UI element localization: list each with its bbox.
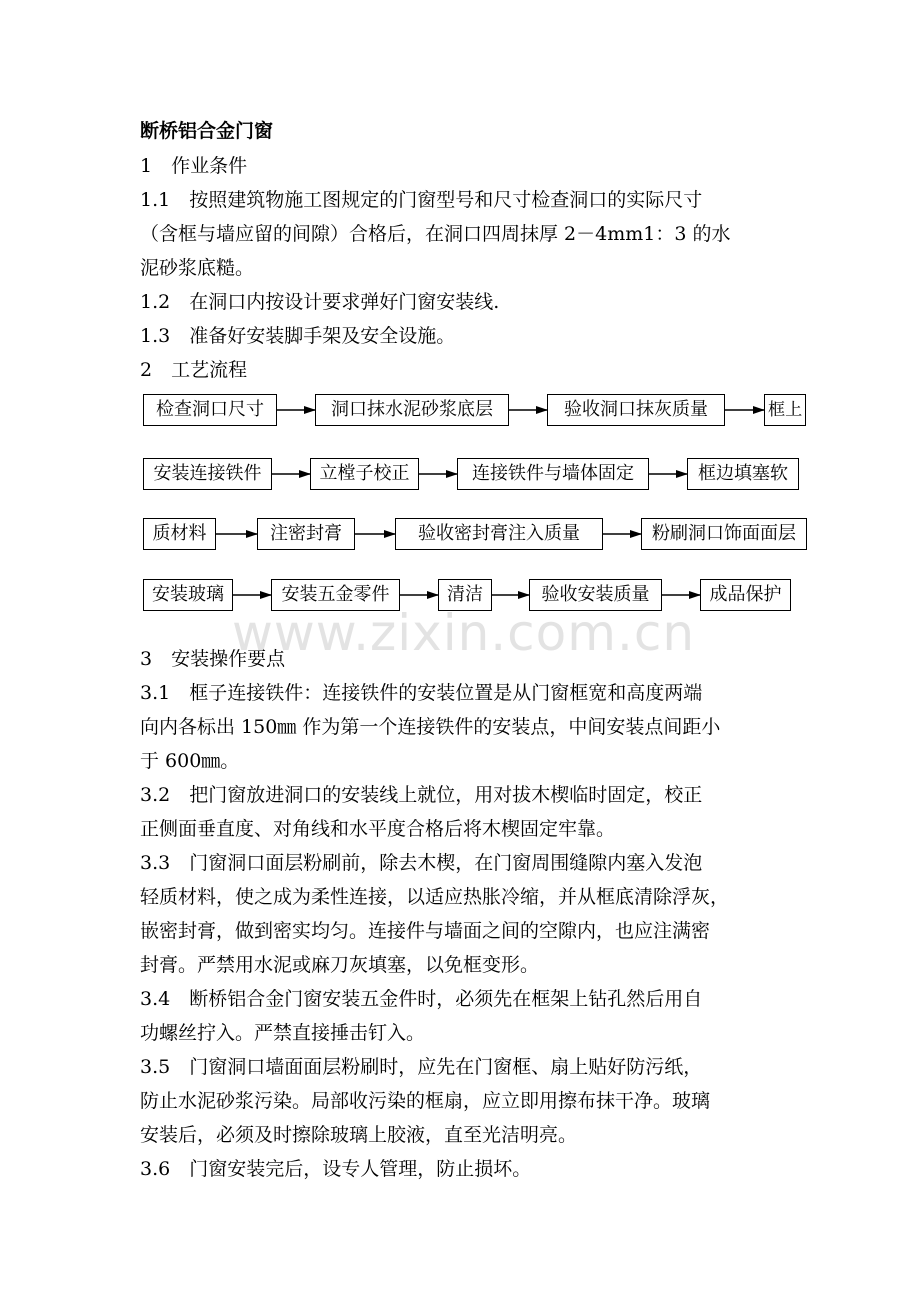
paragraph-1-3: 1.3 准备好安装脚手架及安全设施。 [140, 325, 456, 347]
flow-step-install-connectors: 安装连接铁件 [143, 458, 272, 490]
flow-step-set-frame-correct: 立樘子校正 [310, 458, 419, 490]
flow-step-finish-opening-surface: 粉刷洞口饰面面层 [641, 518, 807, 550]
flow-step-install-glass: 安装玻璃 [143, 579, 233, 611]
flow-step-material: 质材料 [143, 518, 216, 550]
paragraph-3-1-line-2: 向内各标出 150㎜ 作为第一个连接铁件的安装点，中间安装点间距小 [140, 716, 721, 738]
paragraph-3-1-line-3: 于 600㎜。 [140, 750, 240, 772]
paragraph-3-4-line-1: 3.4 断桥铝合金门窗安装五金件时，必须先在框架上钻孔然后用自 [140, 988, 703, 1010]
flow-step-inject-sealant: 注密封膏 [257, 518, 355, 550]
flow-step-fill-frame-edge: 框边填塞软 [687, 458, 799, 490]
flow-step-frame-top: 框上 [764, 394, 806, 426]
paragraph-3-5-line-3: 安装后，必须及时擦除玻璃上胶液，直至光洁明亮。 [140, 1124, 578, 1146]
paragraph-1-1-line-1: 1.1 按照建筑物施工图规定的门窗型号和尺寸检查洞口的实际尺寸 [140, 189, 703, 211]
paragraph-3-3-line-2: 轻质材料，使之成为柔性连接，以适应热胀冷缩，并从框底清除浮灰， [140, 886, 730, 908]
paragraph-3-4-line-2: 功螺丝拧入。严禁直接捶击钉入。 [140, 1022, 426, 1044]
flow-step-fix-connectors-to-wall: 连接铁件与墙体固定 [457, 458, 649, 490]
watermark: www.zixin.com.cn [232, 604, 696, 662]
paragraph-3-3-line-1: 3.3 门窗洞口面层粉刷前，除去木楔，在门窗周围缝隙内塞入发泡 [140, 852, 703, 874]
paragraph-1-1-line-3: 泥砂浆底糙。 [140, 257, 255, 279]
paragraph-3-6: 3.6 门窗安装完后，设专人管理，防止损坏。 [140, 1158, 532, 1180]
flow-step-install-hardware: 安装五金零件 [271, 579, 400, 611]
paragraph-3-2-line-2: 正侧面垂直度、对角线和水平度合格后将木楔固定牢靠。 [140, 818, 616, 840]
paragraph-3-1-line-1: 3.1 框子连接铁件：连接铁件的安装位置是从门窗框宽和高度两端 [140, 682, 703, 704]
flow-step-plaster-opening-base: 洞口抹水泥砂浆底层 [315, 394, 509, 426]
flow-step-inspect-installation: 验收安装质量 [529, 579, 662, 611]
flow-step-clean: 清洁 [438, 579, 492, 611]
document-title: 断桥铝合金门窗 [140, 120, 274, 142]
flow-step-inspect-plaster-quality: 验收洞口抹灰质量 [547, 394, 725, 426]
flow-step-check-opening-size: 检查洞口尺寸 [143, 394, 277, 426]
flow-step-inspect-sealant-quality: 验收密封膏注入质量 [395, 518, 603, 550]
section-heading-3: 3 安装操作要点 [140, 648, 286, 670]
paragraph-3-5-line-1: 3.5 门窗洞口墙面面层粉刷时，应先在门窗框、扇上贴好防污纸， [140, 1056, 703, 1078]
paragraph-3-3-line-4: 封膏。严禁用水泥或麻刀灰填塞，以免框变形。 [140, 954, 540, 976]
section-heading-2: 2 工艺流程 [140, 359, 248, 381]
flow-step-protect-product: 成品保护 [700, 579, 791, 611]
section-heading-1: 1 作业条件 [140, 155, 248, 177]
paragraph-1-1-line-2: （含框与墙应留的间隙）合格后，在洞口四周抹厚 2－4mm1：3 的水 [140, 223, 731, 245]
paragraph-1-2: 1.2 在洞口内按设计要求弹好门窗安装线. [140, 291, 500, 313]
paragraph-3-3-line-3: 嵌密封膏，做到密实均匀。连接件与墙面之间的空隙内，也应注满密 [140, 920, 711, 942]
paragraph-3-5-line-2: 防止水泥砂浆污染。局部收污染的框扇，应立即用擦布抹干净。玻璃 [140, 1090, 711, 1112]
paragraph-3-2-line-1: 3.2 把门窗放进洞口的安装线上就位，用对拔木楔临时固定，校正 [140, 784, 703, 806]
